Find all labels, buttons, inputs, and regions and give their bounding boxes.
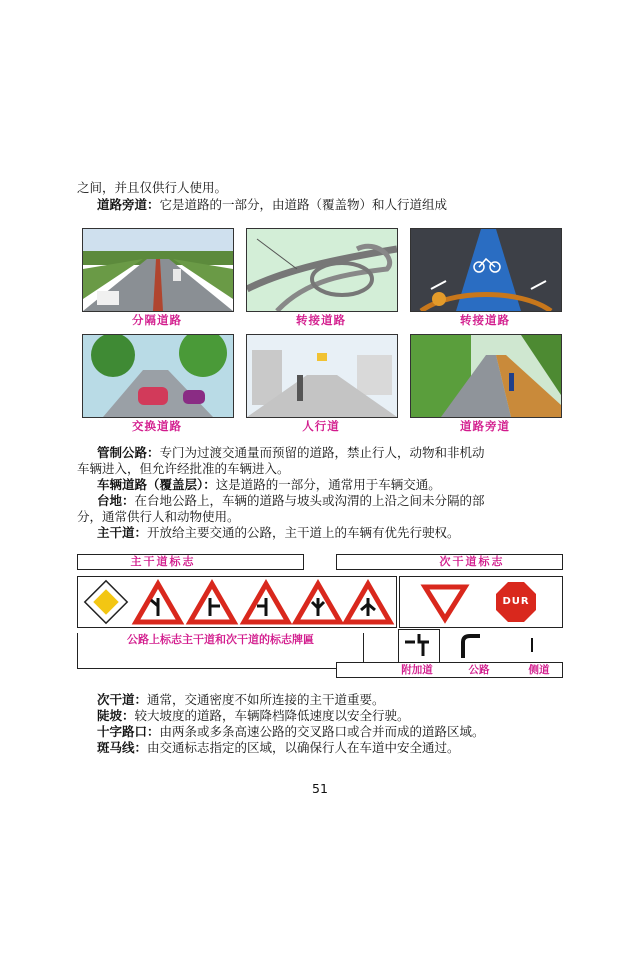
interchange-photo <box>246 228 398 312</box>
term: 管制公路： <box>97 445 160 460</box>
secondary-road-signs-panel <box>399 576 563 628</box>
stop-sign <box>496 582 536 622</box>
sidewalk-photo <box>246 334 398 418</box>
definition-text: 通常，交通密度不如所连接的主干道重要。 <box>147 692 385 707</box>
band-label: 主干道标志 <box>130 555 196 568</box>
definition-terrace <box>97 493 485 509</box>
definition-main-road <box>97 525 460 541</box>
photo-caption: 交换道路 <box>132 419 182 433</box>
junction-warning-sign <box>190 584 234 622</box>
definition-text: 由两条或多条高速公路的交叉路口或合并而成的道路区域。 <box>159 724 485 739</box>
term: 主干道： <box>97 525 148 540</box>
priority-road-sign <box>85 581 127 623</box>
term: 道路旁道： <box>97 197 160 212</box>
sign-board-panel <box>77 633 364 669</box>
definition-secondary-road <box>97 692 385 708</box>
definition-text: 由交通标志指定的区域，以确保行人在车道中安全通过。 <box>147 740 460 755</box>
road-marking-box <box>398 629 440 663</box>
main-road-sign-band <box>77 554 304 570</box>
definition-text: 专门为过渡交通量而预留的道路，禁止行人，动物和非机动 <box>159 445 485 460</box>
page-number: 51 <box>312 781 328 796</box>
term: 台地： <box>97 493 135 508</box>
bike-lane-photo <box>410 228 562 312</box>
photo-caption: 道路旁道 <box>460 419 510 433</box>
road-cars-photo <box>82 334 234 418</box>
marking-label: 附加道 <box>401 664 433 676</box>
secondary-road-signs <box>400 577 562 627</box>
definition-continuation: 车辆进入，但允许经批准的车辆进入。 <box>77 461 290 476</box>
marking-label: 侧道 <box>528 664 550 676</box>
definition-roadside <box>97 197 447 213</box>
curve-marking-icon <box>458 632 484 660</box>
junction-warning-sign <box>296 584 340 622</box>
main-road-signs <box>78 577 396 627</box>
definition-text: 在台地公路上，车辆的道路与坡头或沟渭的上沿之间未分隔的部 <box>134 493 485 508</box>
band-label: 次干道标志 <box>439 555 505 568</box>
board-label: 公路上标志主干道和次干道的标志牌匾 <box>78 633 363 647</box>
intro-line: 之间，并且仅供行人使用。 <box>77 180 228 195</box>
junction-warning-sign <box>136 584 180 622</box>
photo-caption: 转接道路 <box>460 313 510 327</box>
definition-intersection <box>97 724 485 740</box>
junction-warning-sign <box>346 584 390 622</box>
main-road-signs-panel <box>77 576 397 628</box>
definition-zebra-crossing <box>97 740 460 756</box>
divided-highway-photo <box>82 228 234 312</box>
yield-sign <box>425 587 465 619</box>
definition-steep-slope <box>97 708 410 724</box>
term: 斑马线： <box>97 740 148 755</box>
definition-vehicle-road <box>97 477 441 493</box>
photo-caption: 分隔道路 <box>132 313 182 327</box>
definition-text: 这是道路的一部分，通常用于车辆交通。 <box>215 477 441 492</box>
photo-caption: 人行道 <box>302 419 340 433</box>
term: 陡坡： <box>97 708 135 723</box>
stop-sign-text: DUR <box>502 596 530 607</box>
roadside-path-photo <box>410 334 562 418</box>
marking-label: 公路 <box>468 664 490 676</box>
definition-text: 较大坡度的道路，车辆降档降低速度以安全行驶。 <box>134 708 410 723</box>
secondary-road-sign-band <box>336 554 563 570</box>
junction-warning-sign <box>244 584 288 622</box>
term: 车辆道路（覆盖层）： <box>97 477 216 492</box>
term: 次干道： <box>97 692 148 707</box>
term: 十字路口： <box>97 724 160 739</box>
photo-caption: 转接道路 <box>296 313 346 327</box>
definition-continuation: 分，通常供行人和动物使用。 <box>77 509 240 524</box>
definition-text: 开放给主要交通的公路，主干道上的车辆有优先行驶权。 <box>147 525 460 540</box>
definition-text: 它是道路的一部分，由道路（覆盖物）和人行道组成 <box>159 197 448 212</box>
definition-controlled-highway <box>97 445 485 461</box>
side-marking-icon <box>528 636 536 654</box>
marking-label-band <box>336 662 563 678</box>
